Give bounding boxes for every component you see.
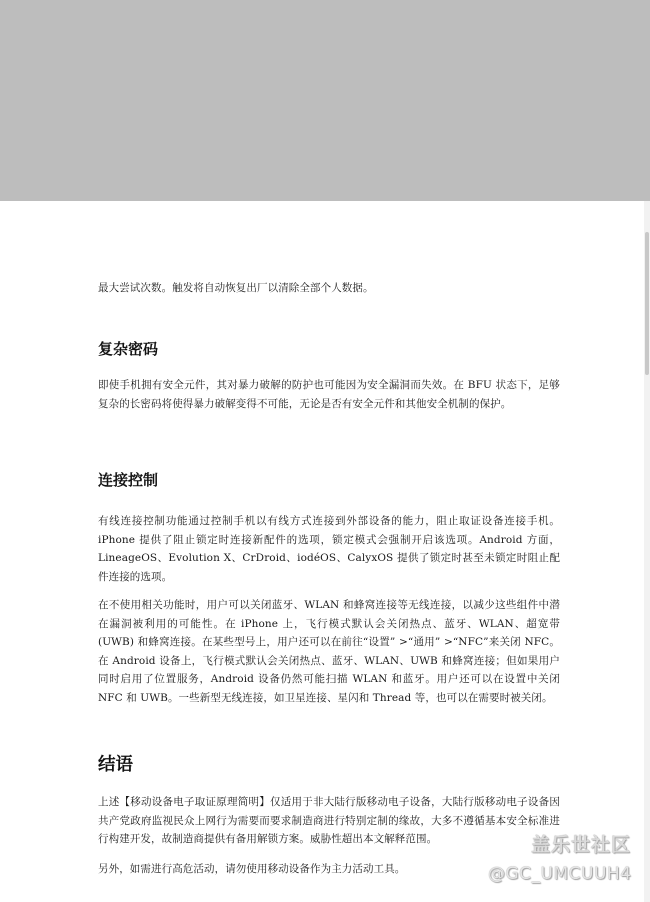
section-paragraph: 在不使用相关功能时，用户可以关闭蓝牙、WLAN 和蜂窝连接等无线连接，以减少这些组件中潜在漏洞被利用的可能性。在 iPhone 上，飞行模式默认会关闭热点、蓝牙、WLAN、超宽带 (UWB) 和蜂窝连接。在某些型号上，用户还可以在前往“设置” >“通用” >“NFC”来关闭 NFC。在 Android 设备上，飞行模式默认会关闭热点、蓝牙、WLAN、UWB 和蜂窝连接；但如果用户同时启用了位置服务，Android 设备仍然可能扫描 WLAN 和蓝牙。用户还可以在设置中关闭 NFC 和 UWB。一些新型无线连接，如卫星连接、星闪和 Thread 等，也可以在需要时被关闭。 [98,599,560,704]
watermark-site: 盖乐世社区 [531,834,632,856]
section-paragraph: 上述【移动设备电子取证原理简明】仅适用于非大陆行版移动电子设备，大陆行版移动电子设备因共产党政府监视民众上网行为需要而要求制造商进行特别定制的缘故，大多不遵循基本安全标准进行构建开发，故制造商提供有备用解锁方案。威胁性超出本文解释范围。 [98,796,560,845]
section-heading-complex-password: 复杂密码 [98,340,159,358]
section-paragraph: 有线连接控制功能通过控制手机以有线方式连接到外部设备的能力，阻止取证设备连接手机。iPhone 提供了阻止锁定时连接新配件的选项，锁定模式会强制开启该选项。Android 方面，LineageOS、Evolution X、CrDroid、iodéOS、CalyxOS 提供了锁定时甚至未锁定时阻止配件连接的选项。 [98,515,560,583]
section-paragraph: 另外，如需进行高危活动，请勿使用移动设备作为主力活动工具。 [98,863,406,875]
intro-line: 最大尝试次数。触发将自动恢复出厂以清除全部个人数据。 [98,282,374,294]
section-heading-conclusion: 结语 [98,755,133,775]
section-heading-connection-control: 连接控制 [98,471,159,489]
section-paragraph: 即使手机拥有安全元件，其对暴力破解的防护也可能因为安全漏洞而失效。在 BFU 状态下，足够复杂的长密码将使得暴力破解变得不可能，无论是否有安全元件和其他安全机制的保护。 [98,379,560,410]
top-gray-area [0,0,650,201]
watermark-user: @GC_UMCUUH4 [488,864,632,884]
scrollbar-thumb[interactable] [645,232,649,375]
